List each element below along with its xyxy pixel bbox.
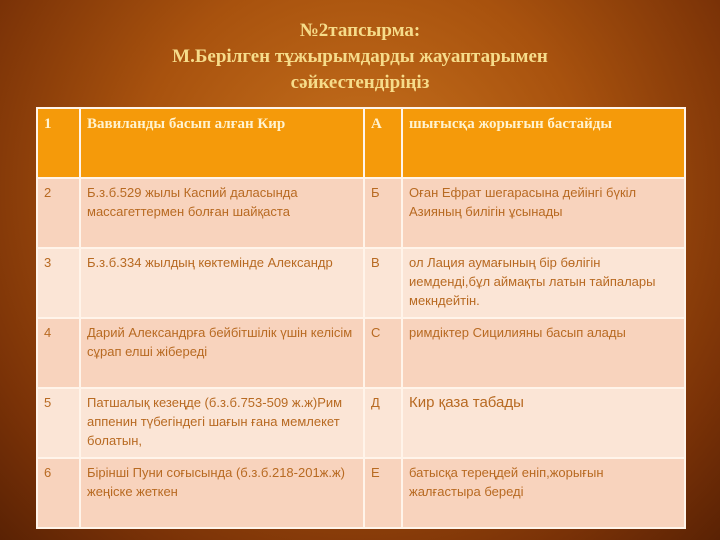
row-number: 5: [37, 388, 80, 458]
table-row: [37, 248, 685, 318]
row-number: 6: [37, 458, 80, 528]
title-line-2: М.Берілген тұжырымдарды жауаптарымен: [172, 46, 548, 67]
statement-cell: Б.з.б.334 жылдың көктемінде Александр: [80, 248, 364, 318]
row-number: 2: [37, 178, 80, 248]
matching-table: [36, 107, 686, 529]
statement-cell: Вавиланды басып алған Кир: [80, 108, 364, 178]
table-row: [37, 318, 685, 388]
row-number: 3: [37, 248, 80, 318]
slide-title: [0, 18, 720, 96]
answer-letter: Е: [364, 458, 402, 528]
answer-letter: В: [364, 248, 402, 318]
answer-cell: Оған Ефрат шегарасына дейінгі бүкіл Азияның билігін ұсынады: [402, 178, 685, 248]
table-header-row: [37, 108, 685, 178]
row-number: 1: [37, 108, 80, 178]
table-row: [37, 388, 685, 458]
row-number: 4: [37, 318, 80, 388]
answer-cell: римдіктер Сицилияны басып алады: [402, 318, 685, 388]
answer-letter: Д: [364, 388, 402, 458]
answer-letter: С: [364, 318, 402, 388]
answer-letter: Б: [364, 178, 402, 248]
statement-cell: Патшалық кезеңде (б.з.б.753-509 ж.ж)Рим аппенин түбегіндегі шағын ғана мемлекет болатын,: [80, 388, 364, 458]
title-line-3: сәйкестендіріңіз: [290, 72, 430, 93]
answer-letter: А: [364, 108, 402, 178]
answer-cell: шығысқа жорығын бастайды: [402, 108, 685, 178]
table-row: [37, 458, 685, 528]
answer-cell: ол Лация аумағының бір бөлігін иемденді,бұл аймақты латын тайпалары мекндейтін.: [402, 248, 685, 318]
answer-cell: батысқа тереңдей еніп,жорығын жалғастыра береді: [402, 458, 685, 528]
statement-cell: Б.з.б.529 жылы Каспий даласында массагеттермен болған шайқаста: [80, 178, 364, 248]
answer-cell: Кир қаза табады: [402, 388, 685, 458]
statement-cell: Бірінші Пуни соғысында (б.з.б.218-201ж.ж) жеңіске жеткен: [80, 458, 364, 528]
statement-cell: Дарий Александрға бейбітшілік үшін келісім сұрап елші жібереді: [80, 318, 364, 388]
title-line-1: №2тапсырма:: [299, 20, 421, 41]
table-row: [37, 178, 685, 248]
